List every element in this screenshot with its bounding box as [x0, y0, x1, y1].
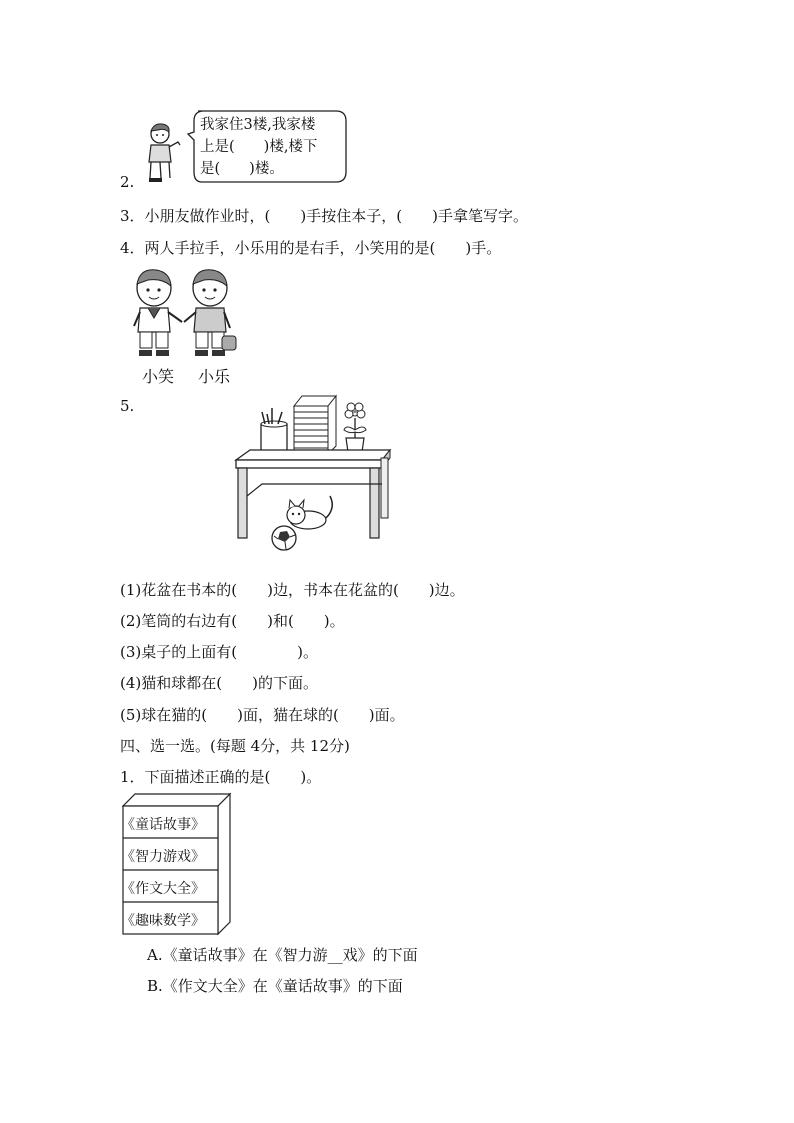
q2-number: 2.: [120, 173, 135, 191]
boy-thinking-illustration: [140, 120, 190, 186]
q5-item-4: (4)猫和球都在( )的下面。: [120, 674, 318, 692]
option-b: B.《作文大全》在《童话故事》的下面: [147, 977, 403, 995]
section-4-heading: 四、选一选。(每题 4分，共 12分): [120, 737, 350, 755]
book-2: 《智力游戏》: [121, 849, 205, 865]
book-1: 《童话故事》: [121, 817, 205, 833]
bubble-line-2: 上是( )楼,楼下: [200, 139, 318, 155]
book-4: 《趣味数学》: [121, 913, 205, 929]
q4-text: 4．两人手拉手，小乐用的是右手，小笑用的是( )手。: [120, 239, 502, 257]
book-3: 《作文大全》: [121, 881, 205, 897]
q5-item-3: (3)桌子的上面有( )。: [120, 643, 318, 661]
bubble-line-1: 我家住3楼,我家楼: [200, 117, 316, 133]
bubble-line-3: 是( )楼。: [200, 161, 284, 177]
option-a: A.《童话故事》在《智力游__戏》的下面: [147, 946, 418, 964]
q3-text: 3．小朋友做作业时，( )手按住本子，( )手拿笔写字。: [120, 207, 528, 225]
speech-bubble-text: [200, 114, 317, 180]
right-boy-name: 小乐: [198, 367, 231, 386]
q5-item-1: (1)花盆在书本的( )边，书本在花盆的( )边。: [120, 581, 465, 599]
two-boys-holding-hands-illustration: [126, 266, 238, 364]
desk-scene-illustration: [232, 392, 394, 552]
q5-item-2: (2)笔筒的右边有( )和( )。: [120, 612, 345, 630]
section-4-q1-text: 1．下面描述正确的是( )。: [120, 768, 322, 786]
q5-item-5: (5)球在猫的( )面，猫在球的( )面。: [120, 706, 405, 724]
left-boy-name: 小笑: [142, 367, 175, 386]
q5-number: 5.: [120, 397, 135, 415]
